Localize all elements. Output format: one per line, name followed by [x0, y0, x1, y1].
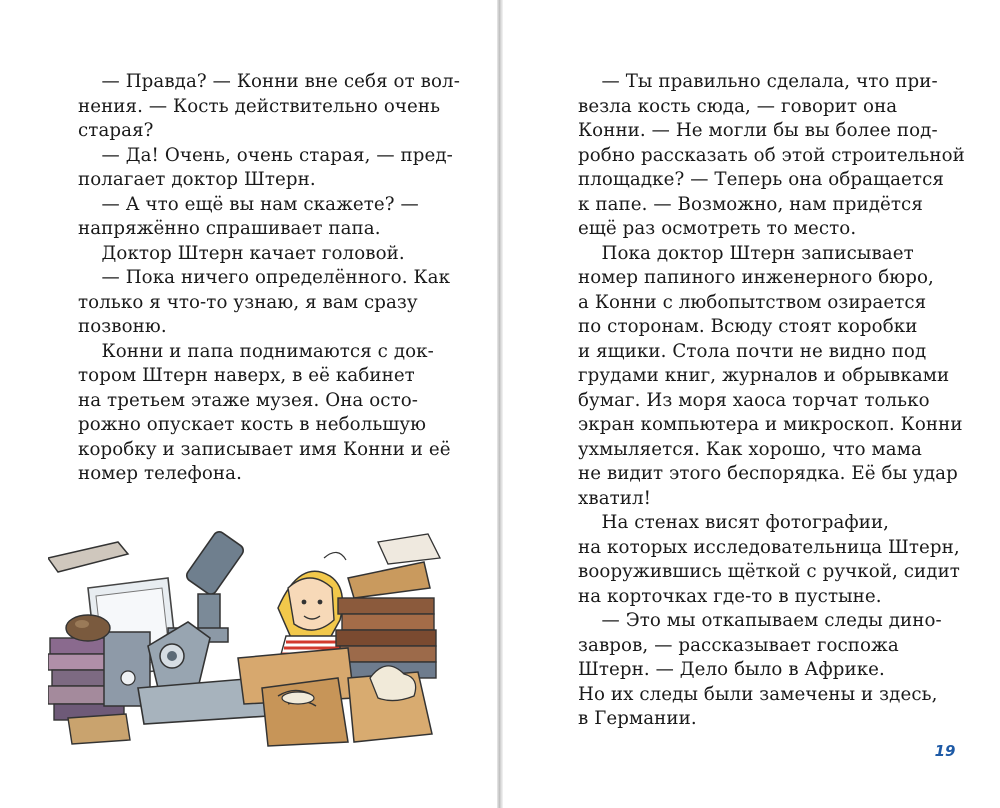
- text-line: позвоню.: [78, 316, 167, 337]
- text-line: Штерн. — Дело было в Африке.: [578, 659, 885, 680]
- text-line: старая?: [78, 120, 154, 141]
- text-line: — Да! Очень, очень старая, — пред-: [78, 144, 453, 166]
- text-line: хватил!: [578, 487, 652, 509]
- text-line: — Это мы откапываем следы дино-: [578, 610, 942, 631]
- text-line: бумаг. Из моря хаоса торчат только: [578, 389, 930, 411]
- text-line: — А что ещё вы нам скажете? —: [78, 193, 419, 215]
- text-line: Конни. — Не могли бы вы более под-: [578, 120, 938, 141]
- text-line: Пока доктор Штерн записывает: [578, 242, 914, 264]
- text-line: номер папиного инженерного бюро,: [578, 267, 934, 288]
- text-line: полагает доктор Штерн.: [78, 169, 316, 190]
- text-line: ухмыляется. Как хорошо, что мама: [578, 438, 922, 460]
- text-line: а Конни с любопытством озирается: [578, 291, 927, 313]
- text-line: вооружившись щёткой с ручкой, сидит: [578, 561, 960, 582]
- text-line: только я что-то узнаю, я вам сразу: [78, 291, 418, 313]
- text-line: завров, — рассказывает госпожа: [578, 634, 899, 656]
- left-page-text: [78, 70, 460, 487]
- office-clutter-illustration: [48, 528, 468, 748]
- text-line: не видит этого беспорядка. Её бы удар: [578, 463, 958, 484]
- text-line: — Ты правильно сделала, что при-: [578, 71, 938, 92]
- text-line: Конни и папа поднимаются с док-: [78, 340, 434, 362]
- text-line: экран компьютера и микроскоп. Конни: [578, 414, 963, 435]
- text-line: Но их следы были замечены и здесь,: [578, 683, 938, 705]
- left-page: [0, 0, 497, 808]
- text-line: на третьем этаже музея. Она осто-: [78, 389, 419, 411]
- text-line: грудами книг, журналов и обрывками: [578, 365, 950, 386]
- page-number: 19: [934, 742, 956, 760]
- text-line: ещё раз осмотреть то место.: [578, 218, 857, 239]
- text-line: номер телефона.: [78, 463, 242, 484]
- text-line: к папе. — Возможно, нам придётся: [578, 193, 923, 215]
- text-line: коробку и записывает имя Конни и её: [78, 438, 451, 460]
- text-line: по сторонам. Всюду стоят коробки: [578, 316, 918, 337]
- text-line: напряжённо спрашивает папа.: [78, 218, 381, 239]
- text-line: — Пока ничего определённого. Как: [78, 267, 451, 288]
- text-line: рожно опускает кость в небольшую: [78, 414, 427, 435]
- text-line: На стенах висят фотографии,: [578, 512, 890, 533]
- text-line: Доктор Штерн качает головой.: [78, 242, 405, 264]
- text-line: в Германии.: [578, 708, 697, 729]
- text-line: робно рассказать об этой строительной: [578, 144, 965, 166]
- text-line: площадке? — Теперь она обращается: [578, 169, 944, 190]
- text-line: везла кость сюда, — говорит она: [578, 95, 898, 117]
- text-line: — Правда? — Конни вне себя от вол-: [78, 71, 460, 92]
- text-line: и ящики. Стола почти не видно под: [578, 340, 927, 362]
- fossil-stone: [66, 615, 110, 641]
- book-stack-right: [334, 534, 440, 678]
- text-line: на которых исследовательница Штерн,: [578, 536, 960, 558]
- text-line: нения. — Кость действительно очень: [78, 95, 441, 117]
- text-line: на корточках где-то в пустыне.: [578, 585, 882, 607]
- text-line: тором Штерн наверх, в её кабинет: [78, 365, 415, 386]
- right-page-text: [578, 70, 965, 732]
